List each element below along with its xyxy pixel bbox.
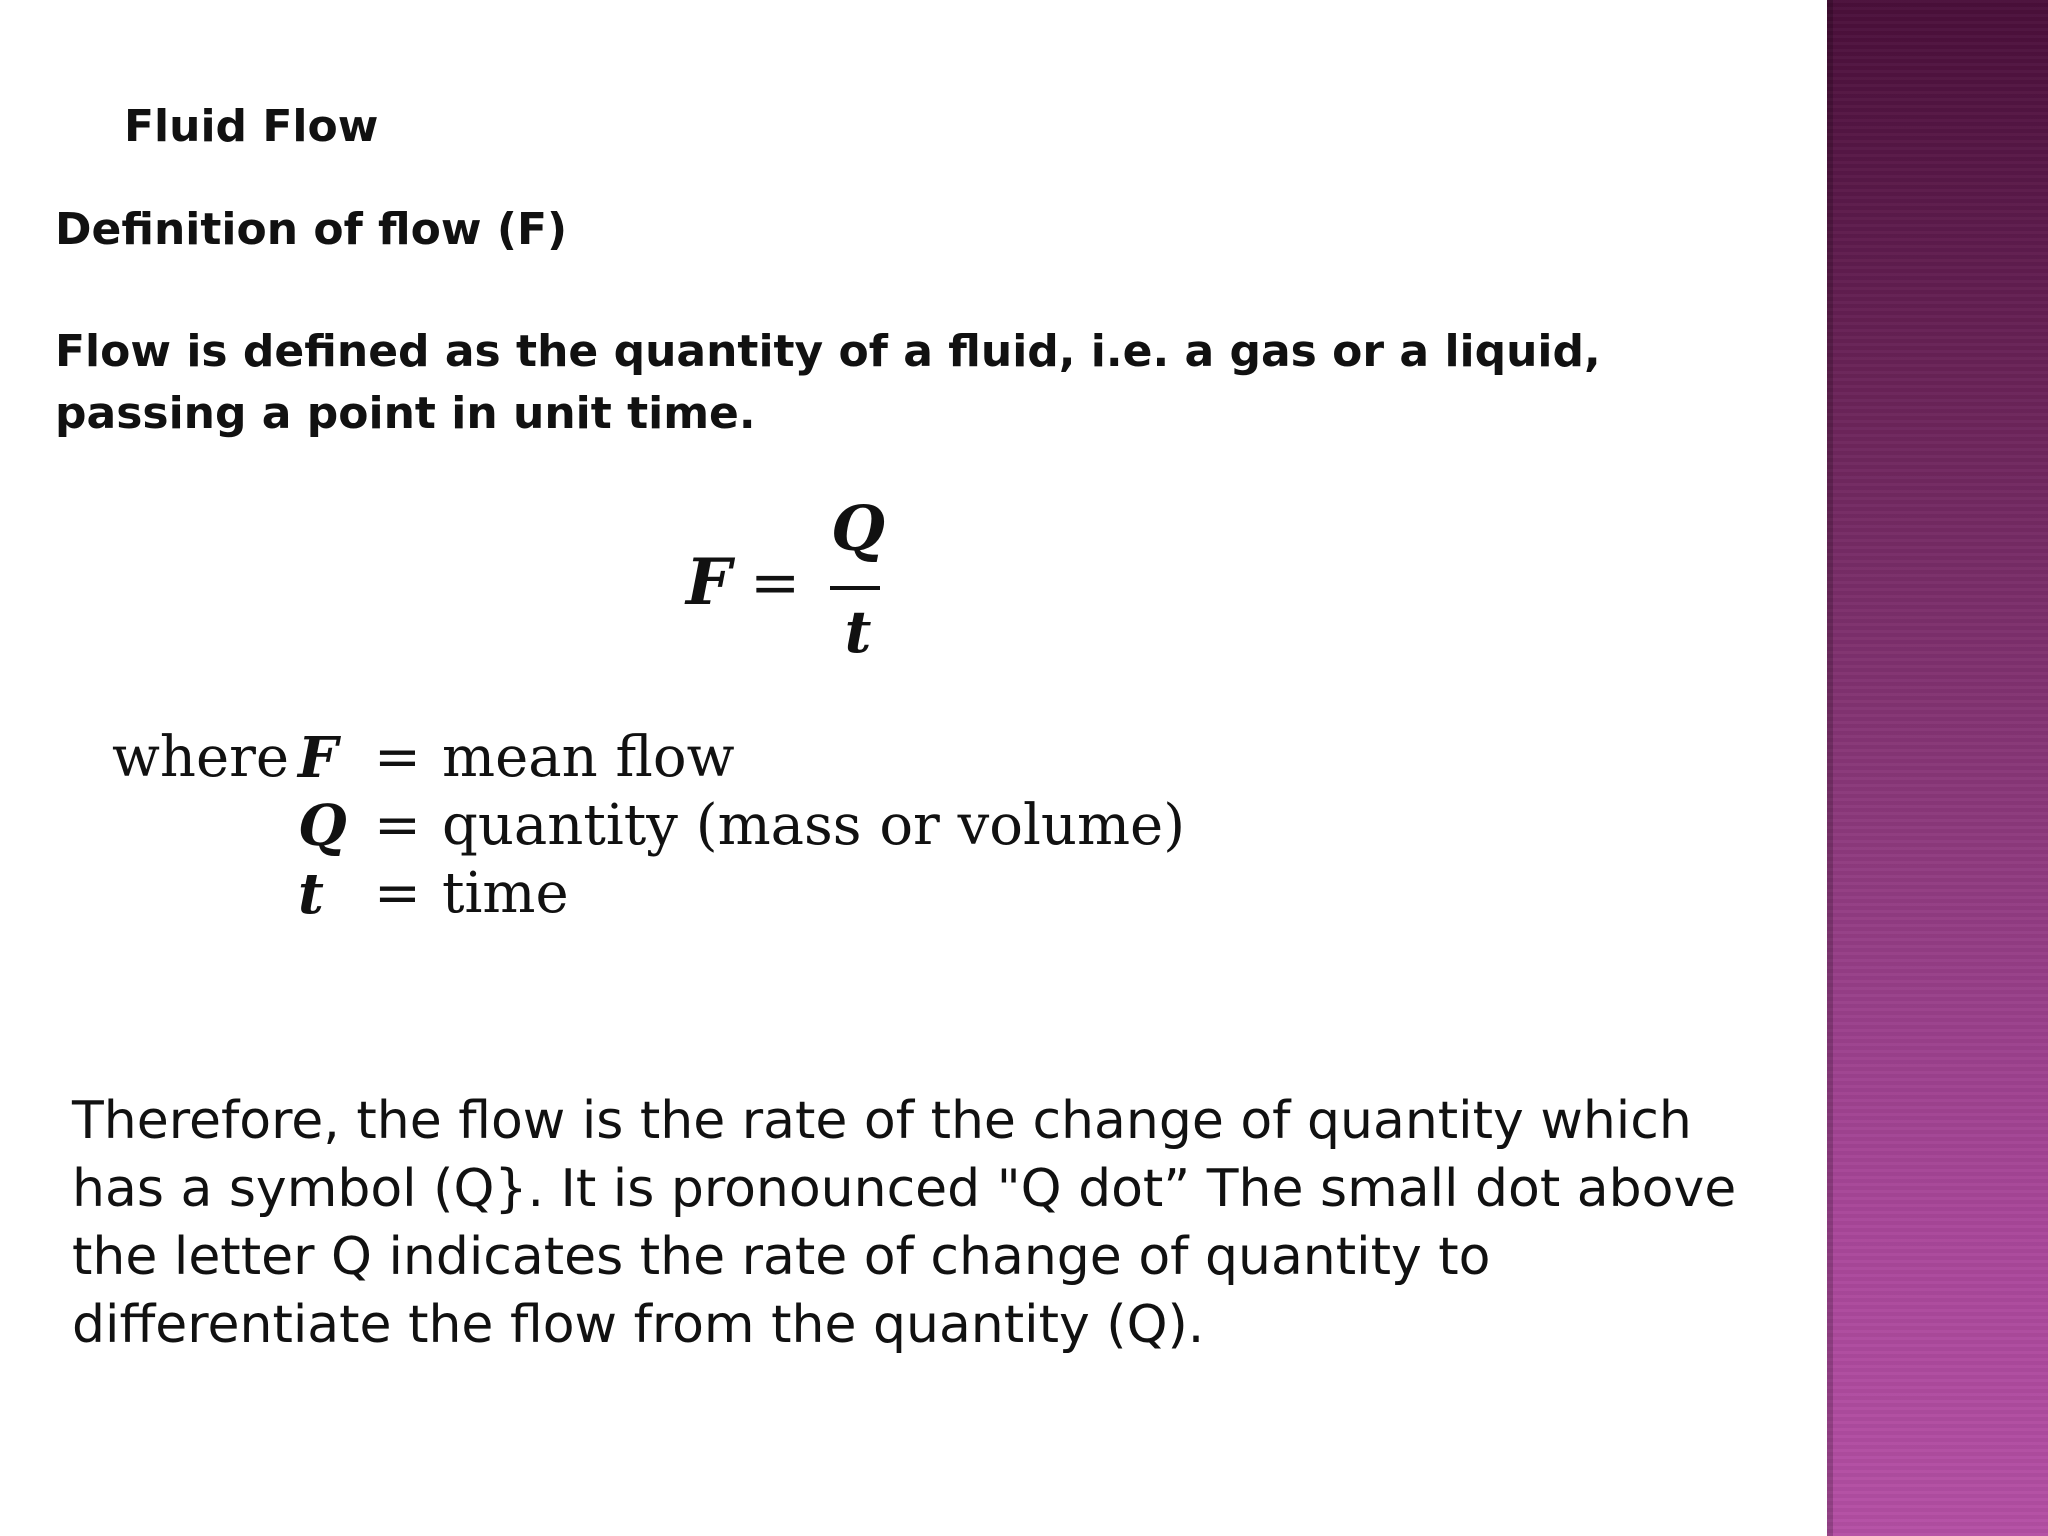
definition-line-2: passing a point in unit time. [55,388,756,439]
variable-equals: = [374,725,421,790]
explanation-line-1: Therefore, the flow is the rate of the change of quantity which [72,1091,1692,1151]
definition-text [55,321,1755,445]
variable-symbol: Q [298,793,347,859]
explanation-paragraph [72,1087,1812,1359]
explanation-line-4: differentiate the flow from the quantity (Q). [72,1295,1205,1355]
variable-equals: = [374,861,421,926]
formula-equals: = [750,548,801,618]
explanation-line-3: the letter Q indicates the rate of change of quantity to [72,1227,1491,1287]
flow-formula [686,492,926,670]
variable-symbol: t [298,861,324,927]
where-word: where [112,725,290,790]
variable-equals: = [374,793,421,858]
formula-numerator: Q [830,492,885,565]
variable-description: time [442,861,569,926]
definition-line-1: Flow is defined as the quantity of a fluid, i.e. a gas or a liquid, [55,326,1601,377]
variable-description: quantity (mass or volume) [442,793,1186,858]
fraction-bar [830,586,880,590]
decorative-side-band [1827,0,2048,1536]
variable-description: mean flow [442,725,735,790]
slide-title: Fluid Flow [124,101,379,152]
variable-symbol: F [298,725,338,791]
explanation-line-2: has a symbol (Q}. It is pronounced "Q dot” The small dot above [72,1159,1737,1219]
section-heading: Definition of flow (F) [55,204,568,255]
formula-denominator: t [844,598,872,666]
formula-lhs: F [686,545,732,620]
